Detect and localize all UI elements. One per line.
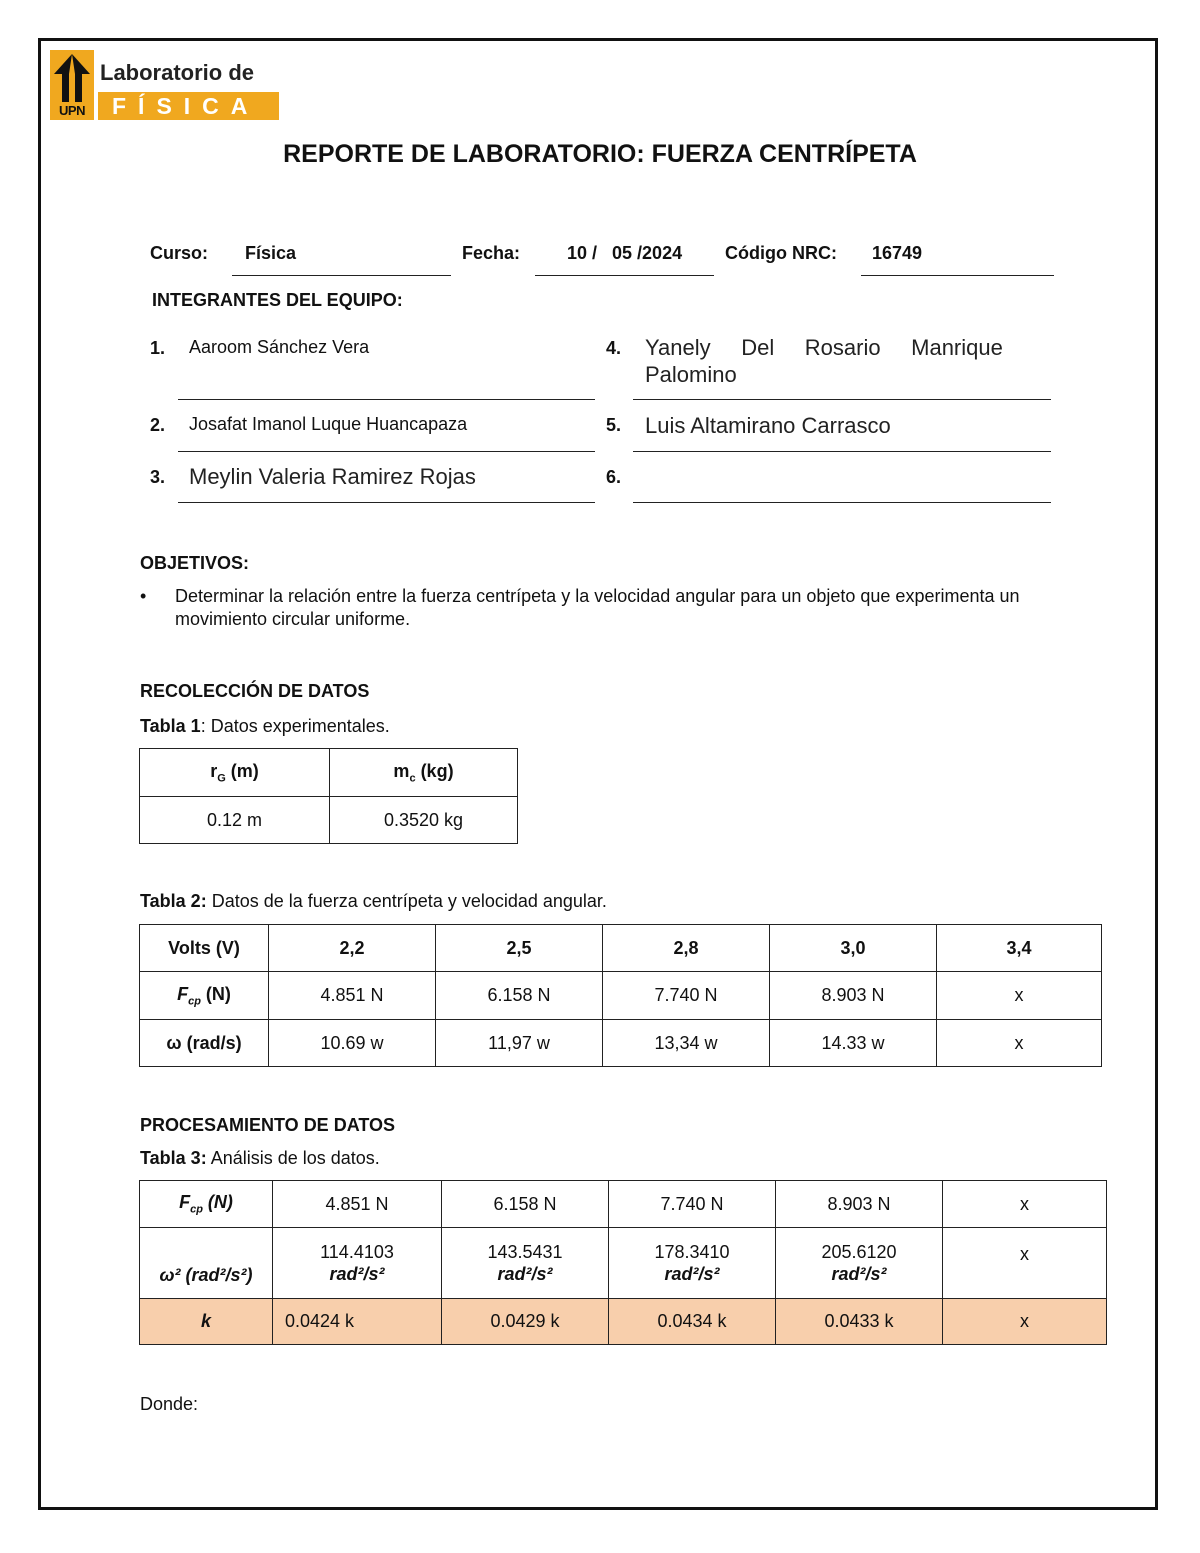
table-cell: 114.4103 rad²/s²	[273, 1228, 442, 1299]
member-name: Yanely Del Rosario Manrique	[645, 335, 1003, 360]
table-cell: x	[937, 972, 1102, 1020]
nrc-underline	[861, 275, 1054, 276]
table-cell: 6.158 N	[436, 972, 603, 1020]
upn-logo-icon	[50, 50, 94, 120]
table-3	[139, 1180, 1107, 1345]
table-2	[139, 924, 1102, 1067]
table-cell: 205.6120 rad²/s²	[776, 1228, 943, 1299]
table-cell: 0.3520 kg	[330, 797, 518, 844]
member-underline	[178, 502, 595, 503]
curso-underline	[232, 275, 451, 276]
member-number: 5.	[606, 415, 622, 435]
table-cell: 11,97 w	[436, 1020, 603, 1067]
table-row	[140, 1020, 1102, 1067]
table-header-cell: 3,0	[770, 925, 937, 972]
objective-text-cont: movimiento circular uniforme.	[175, 609, 411, 629]
row-label-cell: ω (rad/s)	[140, 1020, 269, 1067]
member-underline	[633, 399, 1051, 400]
logo-line1: Laboratorio de	[100, 60, 255, 85]
member-underline	[178, 399, 595, 400]
nrc-value: 16749	[872, 243, 923, 263]
fecha-value: 10 / 05 /2024	[567, 243, 683, 263]
table-header-cell: 2,8	[603, 925, 770, 972]
table-cell: 0.0433 k	[776, 1299, 943, 1345]
table-row	[140, 1299, 1107, 1345]
member-number: 1.	[150, 338, 166, 358]
member-name-cont: Palomino	[645, 362, 737, 387]
collection-heading: RECOLECCIÓN DE DATOS	[140, 681, 370, 701]
row-label-cell: $F_{cp}$ (N)	[140, 1181, 273, 1228]
table-row	[140, 749, 518, 797]
logo-line2: FÍSICA	[98, 92, 279, 120]
row-label-cell: ω² (rad²/s²)	[140, 1228, 273, 1299]
table-cell: 0.0434 k	[609, 1299, 776, 1345]
table3-caption-bold: Tabla 3:	[140, 1148, 207, 1168]
row-label-cell: k	[140, 1299, 273, 1345]
fecha-underline	[535, 275, 714, 276]
table2-caption-bold: Tabla 2:	[140, 891, 207, 911]
table2-caption	[140, 891, 607, 912]
table-cell: 6.158 N	[442, 1181, 609, 1228]
table-cell: 0.0424 k	[273, 1299, 442, 1345]
table-cell: 14.33 w	[770, 1020, 937, 1067]
table-header-cell: $m_c$ (kg)	[330, 749, 518, 797]
row-label-cell: $F_{cp}$ (N)	[140, 972, 269, 1020]
curso-value: Física	[245, 243, 297, 263]
objective-text: Determinar la relación entre la fuerza centrípeta y la velocidad angular para un objeto que experimenta un	[175, 586, 1020, 606]
member-name: Luis Altamirano Carrasco	[645, 413, 891, 438]
table-row	[140, 972, 1102, 1020]
table-cell: 10.69 w	[269, 1020, 436, 1067]
table3-caption-text: Análisis de los datos.	[206, 1148, 380, 1168]
table-cell: x	[943, 1228, 1107, 1299]
table-cell: 0.12 m	[140, 797, 330, 844]
table-cell: 13,34 w	[603, 1020, 770, 1067]
table-cell: 4.851 N	[269, 972, 436, 1020]
member-number: 4.	[606, 338, 622, 358]
table-row	[140, 797, 518, 844]
table-cell: 8.903 N	[770, 972, 937, 1020]
objectives-heading: OBJETIVOS:	[140, 553, 250, 573]
table1-caption-text: : Datos experimentales.	[200, 716, 390, 736]
table-cell: 7.740 N	[609, 1181, 776, 1228]
table-cell: x	[943, 1181, 1107, 1228]
table-cell: x	[937, 1020, 1102, 1067]
footer-text: Donde:	[140, 1394, 199, 1414]
table2-caption-text: Datos de la fuerza centrípeta y velocidad angular.	[206, 891, 607, 911]
table-cell: x	[943, 1299, 1107, 1345]
table-row	[140, 1228, 1107, 1299]
curso-label: Curso:	[150, 243, 208, 263]
member-number: 6.	[606, 467, 622, 487]
processing-heading: PROCESAMIENTO DE DATOS	[140, 1115, 396, 1135]
member-underline	[178, 451, 595, 452]
logo-upn-text: UPN	[59, 103, 85, 118]
table-1	[139, 748, 518, 844]
member-underline	[633, 502, 1051, 503]
table-cell: 143.5431 rad²/s²	[442, 1228, 609, 1299]
table-cell: 8.903 N	[776, 1181, 943, 1228]
member-name: Aaroom Sánchez Vera	[189, 337, 370, 357]
table1-caption-bold: Tabla 1	[140, 716, 201, 736]
table-cell: 7.740 N	[603, 972, 770, 1020]
table1-caption	[140, 716, 390, 737]
table-row	[140, 925, 1102, 972]
table-header-cell: Volts (V)	[140, 925, 269, 972]
table-cell: 4.851 N	[273, 1181, 442, 1228]
bullet-icon: •	[140, 586, 147, 606]
member-name: Meylin Valeria Ramirez Rojas	[189, 464, 476, 489]
table-row	[140, 1181, 1107, 1228]
nrc-label: Código NRC:	[725, 243, 837, 263]
table3-caption	[140, 1148, 380, 1169]
table-header-cell: $r_G$ (m)	[140, 749, 330, 797]
table-header-cell: 2,2	[269, 925, 436, 972]
table-cell: 0.0429 k	[442, 1299, 609, 1345]
table-cell: 178.3410 rad²/s²	[609, 1228, 776, 1299]
member-number: 3.	[150, 467, 166, 487]
table-header-cell: 3,4	[937, 925, 1102, 972]
page-title: REPORTE DE LABORATORIO: FUERZA CENTRÍPETA	[283, 140, 917, 168]
member-name: Josafat Imanol Luque Huancapaza	[189, 414, 468, 434]
table-header-cell: 2,5	[436, 925, 603, 972]
team-heading: INTEGRANTES DEL EQUIPO:	[152, 290, 403, 310]
member-underline	[633, 451, 1051, 452]
fecha-label: Fecha:	[462, 243, 521, 263]
member-number: 2.	[150, 415, 166, 435]
